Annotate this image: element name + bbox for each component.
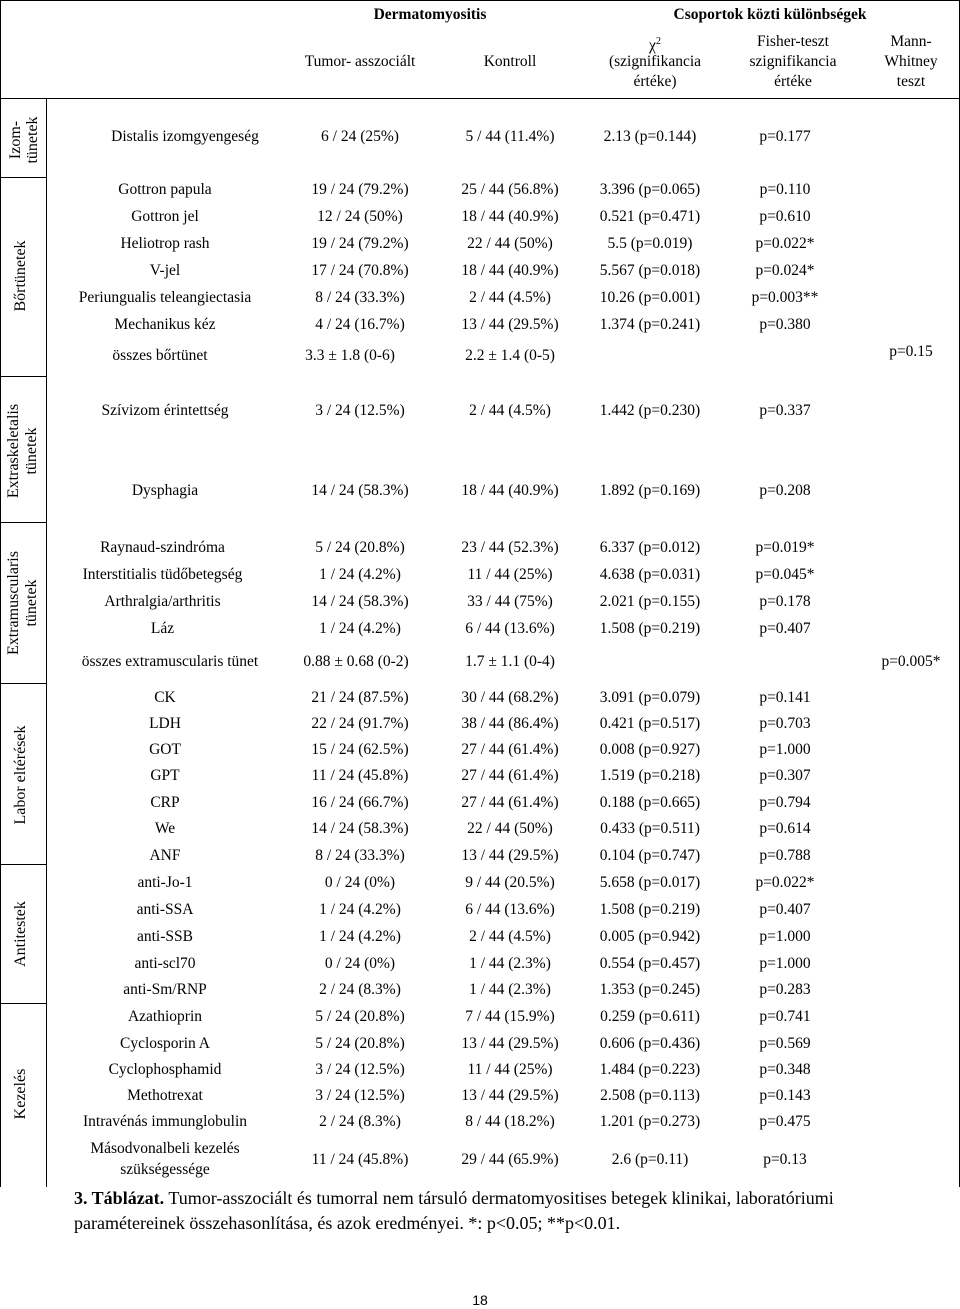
cell-control: 13 / 44 (29.5%) (461, 1035, 559, 1052)
cell-tumor: 21 / 24 (87.5%) (311, 689, 409, 706)
header-chi-l2: (szignifikancia (608, 53, 702, 70)
cell-control: 38 / 44 (86.4%) (461, 715, 559, 732)
header-groups-diff: Csoportok közti különbségek (673, 6, 867, 23)
cell-control: 22 / 44 (50%) (467, 820, 553, 837)
row-label: LDH (149, 715, 181, 732)
cell-chi: 1.201 (p=0.273) (599, 1113, 701, 1130)
cell-tumor: 0.88 ± 0.68 (0-2) (303, 653, 409, 670)
cell-fisher: p=0.741 (759, 1008, 811, 1025)
header-fisher-l3: értéke (774, 73, 812, 90)
row-label: anti-SSB (137, 928, 193, 945)
cell-chi: 0.433 (p=0.511) (600, 820, 700, 837)
cell-chi: 1.374 (p=0.241) (599, 316, 701, 333)
cell-control: 27 / 44 (61.4%) (461, 741, 559, 758)
cell-fisher: p=0.141 (759, 689, 811, 706)
cell-tumor: 14 / 24 (58.3%) (311, 593, 409, 610)
cell-control: 2 / 44 (4.5%) (469, 289, 551, 306)
cell-tumor: 19 / 24 (79.2%) (311, 235, 409, 252)
cell-chi: 5.5 (p=0.019) (607, 235, 693, 252)
row-label: Methotrexat (127, 1087, 203, 1104)
cell-tumor: 19 / 24 (79.2%) (311, 181, 409, 198)
row-label: összes bőrtünet (112, 347, 208, 364)
cell-control: 5 / 44 (11.4%) (465, 128, 555, 145)
row-label-cont: szükségessége (120, 1161, 210, 1178)
cell-tumor: 8 / 24 (33.3%) (315, 289, 405, 306)
cell-fisher: p=0.380 (759, 316, 811, 333)
cell-tumor: 12 / 24 (50%) (317, 208, 403, 225)
cell-chi: 0.005 (p=0.942) (599, 928, 701, 945)
cell-chi: 5.567 (p=0.018) (599, 262, 701, 279)
cell-tumor: 14 / 24 (58.3%) (311, 820, 409, 837)
row-label: Heliotrop rash (120, 235, 210, 252)
row-label: Cyclosporin A (120, 1035, 210, 1052)
cell-fisher: p=0.019* (755, 539, 815, 556)
cell-fisher: p=0.024* (755, 262, 815, 279)
header-fisher-l1: Fisher-teszt (756, 33, 829, 50)
cell-tumor: 3 / 24 (12.5%) (315, 402, 405, 419)
cell-tumor: 0 / 24 (0%) (324, 955, 396, 972)
row-label: anti-Sm/RNP (123, 981, 207, 998)
cell-fisher: p=0.045* (755, 566, 815, 583)
table-caption (74, 1186, 934, 1236)
cell-tumor: 2 / 24 (8.3%) (319, 1113, 401, 1130)
cell-chi: 1.484 (p=0.223) (599, 1061, 701, 1078)
cell-fisher: p=0.022* (755, 874, 815, 891)
header-chi-square: $\chi^2$ (649, 36, 661, 55)
row-label: Mechanikus kéz (114, 316, 216, 333)
cell-control: 1 / 44 (2.3%) (469, 955, 551, 972)
cell-tumor: 5 / 24 (20.8%) (315, 1035, 405, 1052)
cell-fisher: p=0.703 (759, 715, 811, 732)
cell-control: 2 / 44 (4.5%) (469, 928, 551, 945)
cell-fisher: p=1.000 (759, 955, 811, 972)
cell-fisher: p=0.13 (763, 1151, 807, 1168)
section-labor: Labor eltérések (12, 725, 29, 825)
cell-chi: 4.638 (p=0.031) (599, 566, 701, 583)
cell-chi: 10.26 (p=0.001) (599, 289, 701, 306)
cell-control: 6 / 44 (13.6%) (465, 620, 555, 637)
cell-control: 18 / 44 (40.9%) (461, 208, 559, 225)
cell-control: 2.2 ± 1.4 (0-5) (465, 347, 555, 364)
cell-fisher: p=0.794 (759, 794, 811, 811)
cell-mann: p=0.15 (889, 343, 933, 360)
cell-mann: p=0.005* (881, 653, 941, 670)
row-label: anti-Jo-1 (137, 874, 193, 891)
cell-chi: 3.091 (p=0.079) (599, 689, 701, 706)
cell-chi: 1.508 (p=0.219) (599, 901, 701, 918)
cell-control: 23 / 44 (52.3%) (461, 539, 559, 556)
row-label: Azathioprin (127, 1008, 203, 1025)
cell-tumor: 3 / 24 (12.5%) (315, 1087, 405, 1104)
cell-control: 27 / 44 (61.4%) (461, 767, 559, 784)
row-label: Cyclophosphamid (108, 1061, 222, 1078)
section-kezeles: Kezelés (12, 1068, 29, 1120)
section-divider (0, 177, 47, 178)
row-label: Interstitialis tüdőbetegség (82, 566, 243, 583)
header-mann-l1: Mann- (890, 33, 932, 50)
row-label: Raynaud-szindróma (100, 539, 225, 556)
cell-tumor: 6 / 24 (25%) (321, 128, 399, 145)
cell-fisher: p=0.407 (759, 901, 811, 918)
cell-control: 7 / 44 (15.9%) (465, 1008, 555, 1025)
cell-tumor: 22 / 24 (91.7%) (311, 715, 409, 732)
row-label: Arthralgia/arthritis (104, 593, 221, 610)
cell-chi: 1.892 (p=0.169) (599, 482, 701, 499)
cell-fisher: p=0.022* (755, 235, 815, 252)
cell-chi: 1.519 (p=0.218) (599, 767, 701, 784)
cell-control: 11 / 44 (25%) (467, 566, 553, 583)
cell-control: 25 / 44 (56.8%) (461, 181, 559, 198)
caption-text: Tumor-asszociált és tumorral nem társuló dermatomyositises betegek klinikai, laboratóriumi paramétereinek összehasonlítása, és azok eredményei. *: p<0.05; **p<0.01. (74, 1188, 834, 1233)
row-label: GPT (150, 767, 180, 784)
cell-control: 18 / 44 (40.9%) (461, 482, 559, 499)
cell-tumor: 16 / 24 (66.7%) (311, 794, 409, 811)
section-column-divider (46, 98, 47, 1187)
cell-control: 27 / 44 (61.4%) (461, 794, 559, 811)
section-bor: Bőrtünetek (12, 240, 29, 312)
row-label: Gottron jel (131, 208, 199, 225)
section-antitest: Antitestek (12, 901, 29, 967)
cell-chi: 0.521 (p=0.471) (599, 208, 701, 225)
cell-chi: 1.508 (p=0.219) (599, 620, 701, 637)
cell-tumor: 11 / 24 (45.8%) (311, 767, 409, 784)
cell-tumor: 5 / 24 (20.8%) (315, 1008, 405, 1025)
cell-control: 22 / 44 (50%) (467, 235, 553, 252)
cell-fisher: p=0.610 (759, 208, 811, 225)
cell-tumor: 3.3 ± 1.8 (0-6) (305, 347, 395, 364)
cell-fisher: p=0.208 (759, 482, 811, 499)
cell-control: 29 / 44 (65.9%) (461, 1151, 559, 1168)
cell-chi: 0.259 (p=0.611) (600, 1008, 700, 1025)
cell-fisher: p=0.788 (759, 847, 811, 864)
cell-tumor: 1 / 24 (4.2%) (319, 620, 401, 637)
cell-fisher: p=1.000 (759, 741, 811, 758)
cell-control: 11 / 44 (25%) (467, 1061, 553, 1078)
caption-label: 3. Táblázat. (74, 1188, 165, 1208)
section-extraskel: Extraskeletalis tünetek (5, 403, 40, 499)
cell-control: 1 / 44 (2.3%) (469, 981, 551, 998)
header-mann-l3: teszt (896, 73, 926, 90)
cell-tumor: 1 / 24 (4.2%) (319, 901, 401, 918)
row-label: V-jel (149, 262, 181, 279)
cell-tumor: 11 / 24 (45.8%) (311, 1151, 409, 1168)
cell-fisher: p=0.407 (759, 620, 811, 637)
cell-control: 6 / 44 (13.6%) (465, 901, 555, 918)
row-label: Gottron papula (118, 181, 212, 198)
row-label: Distalis izomgyengeség (111, 128, 259, 145)
row-label: Periungualis teleangiectasia (78, 289, 252, 306)
cell-control: 1.7 ± 1.1 (0-4) (465, 653, 555, 670)
cell-chi: 0.421 (p=0.517) (599, 715, 701, 732)
cell-chi: 2.508 (p=0.113) (600, 1087, 700, 1104)
cell-fisher: p=0.178 (759, 593, 811, 610)
cell-chi: 0.104 (p=0.747) (599, 847, 701, 864)
cell-chi: 0.606 (p=0.436) (599, 1035, 701, 1052)
cell-fisher: p=0.143 (759, 1087, 811, 1104)
cell-tumor: 4 / 24 (16.7%) (315, 316, 405, 333)
header-dermatomyositis: Dermatomyositis (373, 6, 487, 23)
cell-fisher: p=0.177 (759, 128, 811, 145)
cell-control: 33 / 44 (75%) (467, 593, 553, 610)
cell-tumor: 17 / 24 (70.8%) (311, 262, 409, 279)
section-extramusc: Extramuscularis tünetek (5, 551, 40, 655)
cell-fisher: p=0.110 (759, 181, 811, 198)
cell-fisher: p=0.337 (759, 402, 811, 419)
cell-tumor: 8 / 24 (33.3%) (315, 847, 405, 864)
cell-chi: 0.554 (p=0.457) (599, 955, 701, 972)
cell-fisher: p=0.003** (751, 289, 819, 306)
cell-tumor: 3 / 24 (12.5%) (315, 1061, 405, 1078)
row-label: We (154, 820, 176, 837)
cell-control: 13 / 44 (29.5%) (461, 316, 559, 333)
cell-tumor: 0 / 24 (0%) (324, 874, 396, 891)
cell-chi: 2.13 (p=0.144) (603, 128, 697, 145)
section-divider (0, 864, 47, 865)
cell-chi: 1.442 (p=0.230) (599, 402, 701, 419)
cell-control: 30 / 44 (68.2%) (461, 689, 559, 706)
row-label: anti-scl70 (134, 955, 196, 972)
section-divider (0, 683, 47, 684)
section-izom: Izom- tünetek (7, 116, 41, 164)
row-label: összes extramuscularis tünet (81, 653, 259, 670)
cell-tumor: 5 / 24 (20.8%) (315, 539, 405, 556)
cell-chi: 2.6 (p=0.11) (611, 1151, 689, 1168)
cell-control: 18 / 44 (40.9%) (461, 262, 559, 279)
cell-control: 8 / 44 (18.2%) (465, 1113, 555, 1130)
cell-chi: 0.008 (p=0.927) (599, 741, 701, 758)
cell-tumor: 14 / 24 (58.3%) (311, 482, 409, 499)
cell-fisher: p=1.000 (759, 928, 811, 945)
cell-control: 9 / 44 (20.5%) (465, 874, 555, 891)
cell-chi: 0.188 (p=0.665) (599, 794, 701, 811)
section-divider (0, 1003, 47, 1004)
cell-control: 13 / 44 (29.5%) (461, 1087, 559, 1104)
cell-control: 2 / 44 (4.5%) (469, 402, 551, 419)
row-label: Másodvonalbeli kezelés (90, 1140, 240, 1157)
row-label: Szívizom érintettség (101, 402, 229, 419)
cell-chi: 5.658 (p=0.017) (599, 874, 701, 891)
header-divider (0, 98, 960, 99)
cell-fisher: p=0.307 (759, 767, 811, 784)
table-border-top (0, 0, 959, 1)
header-mann-l2: Whitney (884, 53, 938, 70)
cell-fisher: p=0.475 (759, 1113, 811, 1130)
page-number: 18 (472, 1292, 488, 1308)
row-label: Láz (150, 620, 175, 637)
row-label: Dysphagia (131, 482, 199, 499)
row-label: Intravénás immunglobulin (82, 1113, 247, 1130)
header-chi-l3: értéke) (633, 73, 677, 90)
header-control: Kontroll (483, 53, 537, 70)
row-label: ANF (149, 847, 181, 864)
cell-fisher: p=0.614 (759, 820, 811, 837)
cell-tumor: 1 / 24 (4.2%) (319, 928, 401, 945)
row-label: GOT (149, 741, 181, 758)
row-label: CK (154, 689, 176, 706)
row-label: CRP (150, 794, 180, 811)
cell-fisher: p=0.283 (759, 981, 811, 998)
cell-fisher: p=0.569 (759, 1035, 811, 1052)
row-label: anti-SSA (136, 901, 194, 918)
cell-tumor: 15 / 24 (62.5%) (311, 741, 409, 758)
cell-chi: 1.353 (p=0.245) (599, 981, 701, 998)
cell-tumor: 1 / 24 (4.2%) (319, 566, 401, 583)
cell-chi: 2.021 (p=0.155) (599, 593, 701, 610)
cell-control: 13 / 44 (29.5%) (461, 847, 559, 864)
header-tumor: Tumor- asszociált (304, 53, 416, 70)
cell-fisher: p=0.348 (759, 1061, 811, 1078)
header-fisher-l2: szignifikancia (749, 53, 837, 70)
cell-chi: 6.337 (p=0.012) (599, 539, 701, 556)
cell-tumor: 2 / 24 (8.3%) (319, 981, 401, 998)
cell-chi: 3.396 (p=0.065) (599, 181, 701, 198)
